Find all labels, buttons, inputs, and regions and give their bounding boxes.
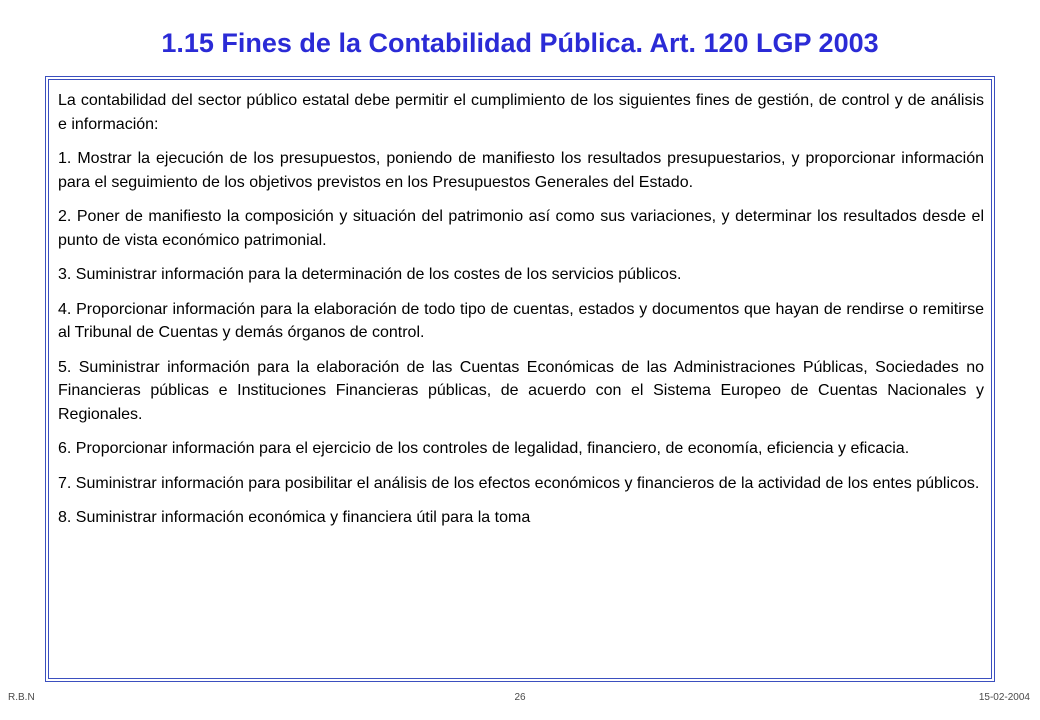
- intro-paragraph: La contabilidad del sector público estatal debe permitir el cumplimiento de los siguientes fines de gestión, de control y de análisis e información:: [58, 92, 984, 133]
- slide-title: 1.15 Fines de la Contabilidad Pública. Art. 120 LGP 2003: [161, 28, 879, 58]
- list-item-3: 3. Suministrar información para la determinación de los costes de los servicios públicos.: [58, 266, 682, 283]
- list-item-8: 8. Suministrar información económica y financiera útil para la toma: [58, 509, 531, 526]
- list-item-6: 6. Proporcionar información para el ejercicio de los controles de legalidad, financiero, de economía, eficiencia y eficacia.: [58, 440, 910, 457]
- footer-author: R.B.N: [8, 692, 35, 703]
- list-item-5: 5. Suministrar información para la elaboración de las Cuentas Económicas de las Administraciones Públicas, Sociedades no Financieras públicas e Instituciones Financieras públicas, de acuerdo con el Sistema Europeo de Cuentas Nacionales y Regionales.: [58, 358, 984, 423]
- list-item-2: 2. Poner de manifiesto la composición y situación del patrimonio así como sus variaciones, y determinar los resultados desde el punto de vista económico patrimonial.: [58, 208, 984, 249]
- list-item-7: 7. Suministrar información para posibilitar el análisis de los efectos económicos y financieros de la actividad de los entes públicos.: [58, 474, 980, 492]
- list-item-1: 1. Mostrar la ejecución de los presupuestos, poniendo de manifiesto los resultados presupuestarios, y proporcionar información para el seguimiento de los objetivos previstos en los Presupuestos Generales del Estado.: [58, 150, 984, 191]
- footer-page-number: 26: [514, 692, 526, 703]
- list-item-4: 4. Proporcionar información para la elaboración de todo tipo de cuentas, estados y documentos que hayan de rendirse o remitirse al Tribunal de Cuentas y demás órganos de control.: [58, 300, 984, 341]
- content-box: [45, 76, 995, 682]
- footer-date: 15-02-2004: [978, 692, 1030, 703]
